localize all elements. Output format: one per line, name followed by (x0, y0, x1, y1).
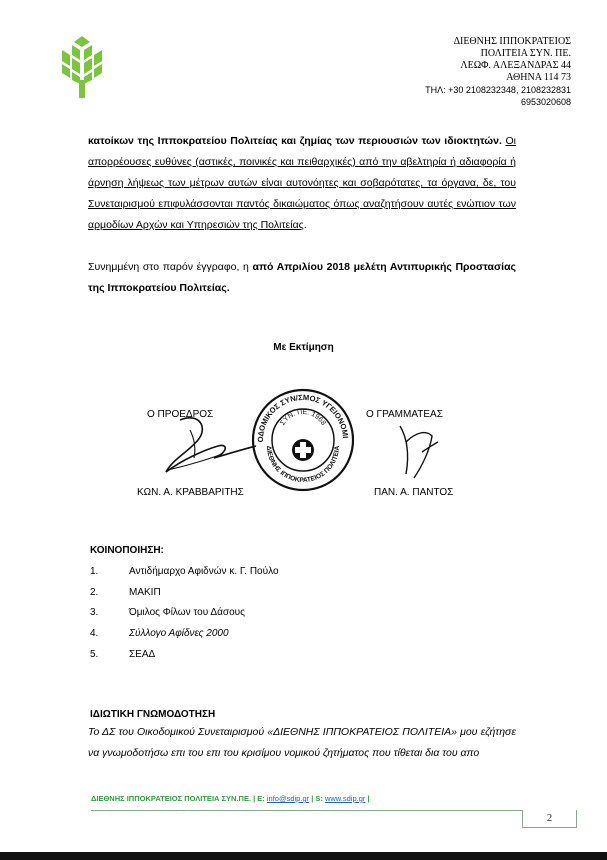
body-paragraph-1 (88, 131, 516, 236)
footer-separator: | (365, 794, 370, 803)
list-text: Όμιλος Φίλων του Δάσους (129, 607, 245, 618)
stamp-bottom-text: ΔΙΕΘΝΗΣ ΙΠΠΟΚΡΑΤΕΙΟΣ ΠΟΛΙΤΕΙΑ (264, 445, 342, 485)
secretary-name: ΠΑΝ. Α. ΠΑΝΤΟΣ (374, 487, 454, 498)
paragraph-end: . (303, 219, 307, 231)
opinion-title: ΙΔΙΩΤΙΚΗ ΓΝΩΜΟΔΟΤΗΣΗ (90, 709, 216, 720)
list-number: 3. (90, 607, 99, 618)
footer-org: ΔΙΕΘΝΗΣ ΙΠΠΟΚΡΑΤΕΙΟΣ ΠΟΛΙΤΕΙΑ ΣΥΝ.ΠΕ. (91, 794, 252, 803)
list-item (90, 587, 161, 598)
list-item (90, 566, 279, 577)
paragraph-bold-text: από Απριλίου 2018 μελέτη Αντιπυρικής Προστασίας της Ιπποκρατείου Πολιτείας (88, 261, 516, 294)
list-text: Σύλλογο Αφίδνες 2000 (129, 628, 229, 639)
distribution-title: ΚΟΙΝΟΠΟΙΗΣΗ: (90, 545, 164, 556)
page-number: 2 (522, 810, 577, 828)
organization-address (425, 36, 571, 108)
stamp-inner-text: ΣΥΝ. ΠΕ. 1968 (279, 408, 327, 427)
paragraph-underlined-text: Οι απορρέουσες ευθύνες (αστικές, ποινικές και πειθαρχικές) από την αβελτηρία ή αδιαφορία ή άρνηση λήψεως των μέτρων αυτών είναι αυτονόητες και σοβαρότατες, τα όργανα, δε, του Συνεταιρισμού επιφυλάσσονται παντός δικαιώματος όπως αναζητήσουν αυτές ενώπιον των αρμοδίων Αρχών και Υπηρεσιών της Πολιτείας (88, 135, 516, 231)
org-line: ΛΕΩΦ. ΑΛΕΞΑΝΔΡΑΣ 44 (460, 60, 571, 71)
footer-contact (91, 794, 370, 803)
org-line: ΑΘΗΝΑ 114 73 (506, 72, 571, 83)
organization-logo (60, 36, 104, 98)
svg-text:ΣΥΝ. ΠΕ. 1968 (279, 409, 326, 427)
president-signature (160, 410, 260, 482)
secretary-signature (392, 422, 442, 480)
paragraph-text: κατοίκων της Ιπποκρατείου Πολιτείας και ζημίας των περιουσιών των ιδιοκτητών. (88, 135, 502, 147)
list-number: 4. (90, 628, 99, 639)
list-text: ΜΑΚΙΠ (129, 587, 161, 598)
list-number: 5. (90, 649, 99, 660)
list-item (90, 649, 155, 660)
org-mobile: 6953020608 (520, 97, 571, 107)
footer-website-link[interactable]: www.sdip.gr (324, 794, 366, 803)
list-text: ΣΕΑΔ (129, 649, 156, 660)
paragraph-end: . (226, 282, 230, 294)
list-number: 2. (90, 587, 99, 598)
paragraph-text: Συνημμένη στο παρόν έγγραφο, η (88, 261, 249, 273)
closing-salutation: Με Εκτίμηση (273, 342, 334, 353)
list-item (90, 628, 229, 639)
org-phone: ΤΗΛ: +30 2108232348, 2108232831 (425, 85, 571, 95)
list-text: Αντιδήμαρχο Αφιδνών κ. Γ. Πούλο (129, 566, 279, 577)
list-number: 1. (90, 566, 99, 577)
opinion-paragraph: Το ΔΣ του Οικοδομικού Συνεταιρισμού «ΔΙΕΘΝΗΣ ΙΠΠΟΚΡΑΤΕΙΟΣ ΠΟΛΙΤΕΙΑ» μου εζήτησε να γνωμοδοτήσω επι του επι του κρισίμου νομικού ζητήματος που τίθεται δια του απο (88, 726, 516, 759)
list-item (90, 607, 245, 618)
opinion-text (88, 722, 516, 764)
president-title: Ο ΠΡΟΕΔΡΟΣ (147, 409, 214, 420)
footer-divider (91, 810, 522, 811)
org-line: ΔΙΕΘΝΗΣ ΙΠΠΟΚΡΑΤΕΙΟΣ (453, 36, 571, 47)
stamp-outer-text: ΟΔΟΜΙΚΟΣ ΣΥΝ/ΣΜΟΣ ΥΓΕΙΟΝΟΜΙ (255, 392, 350, 443)
footer-separator: | S: (309, 794, 325, 803)
secretary-title: Ο ΓΡΑΜΜΑΤΕΑΣ (366, 409, 443, 420)
footer-email-link[interactable]: info@sdip.gr (266, 794, 310, 803)
president-name: ΚΩΝ. Α. ΚΡΑΒΒΑΡΙΤΗΣ (137, 487, 244, 498)
body-paragraph-2 (88, 257, 516, 299)
official-stamp (251, 388, 355, 492)
org-line: ΠΟΛΙΤΕΙΑ ΣΥΝ. ΠΕ. (480, 48, 571, 59)
page-bottom-edge (0, 852, 607, 860)
footer-separator: | E: (251, 794, 267, 803)
